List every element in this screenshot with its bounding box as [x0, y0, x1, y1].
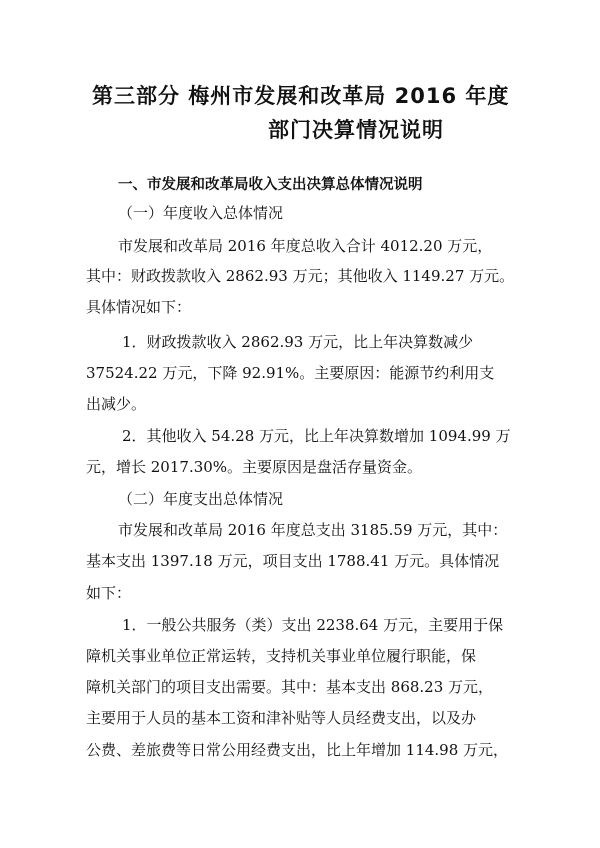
expense-paragraph-line: 基本支出 1397.18 万元，项目支出 1788.41 万元。具体情况	[86, 552, 500, 570]
income-paragraph-line: 具体情况如下：	[86, 298, 192, 316]
expense-item-line: 障机关部门的项目支出需要。其中：基本支出 868.23 万元，	[86, 678, 494, 696]
income-item-line: 37524.22 万元，下降 92.91%。主要原因：能源节约利用支	[86, 364, 495, 382]
expense-item-line: 障机关事业单位正常运转，支持机关事业单位履行职能，保	[86, 647, 477, 665]
document-title-line-2: 部门决算情况说明	[268, 118, 444, 142]
expense-paragraph-line: 市发展和改革局 2016 年度总支出 3185.59 万元，其中：	[118, 521, 508, 539]
document-title-line-1: 第三部分 梅州市发展和改革局 2016 年度	[92, 84, 510, 108]
expense-item-line: 主要用于人员的基本工资和津补贴等人员经费支出，以及办	[86, 709, 477, 727]
income-paragraph-line: 市发展和改革局 2016 年度总收入合计 4012.20 万元，	[118, 237, 493, 255]
income-item-line: 出减少。	[86, 395, 147, 413]
income-item-line: 元，增长 2017.30%。主要原因是盘活存量资金。	[86, 458, 423, 476]
income-item-line: 2．其他收入 54.28 万元，比上年决算数增加 1094.99 万	[122, 427, 511, 445]
expense-item-line: 1．一般公共服务（类）支出 2238.64 万元，主要用于保	[122, 616, 504, 634]
income-item-line: 1．财政拨款收入 2862.93 万元，比上年决算数减少	[122, 333, 474, 351]
expense-subheading: （二）年度支出总体情况	[118, 490, 284, 508]
expense-item-line: 公费、差旅费等日常公用经费支出，比上年增加 114.98 万元，	[86, 741, 509, 759]
income-subheading: （一）年度收入总体情况	[118, 204, 284, 222]
section-heading: 一、市发展和改革局收入支出决算总体情况说明	[118, 177, 423, 193]
income-paragraph-line: 其中：财政拨款收入 2862.93 万元；其他收入 1149.27 万元。	[86, 267, 515, 285]
expense-paragraph-line: 如下：	[86, 584, 132, 602]
